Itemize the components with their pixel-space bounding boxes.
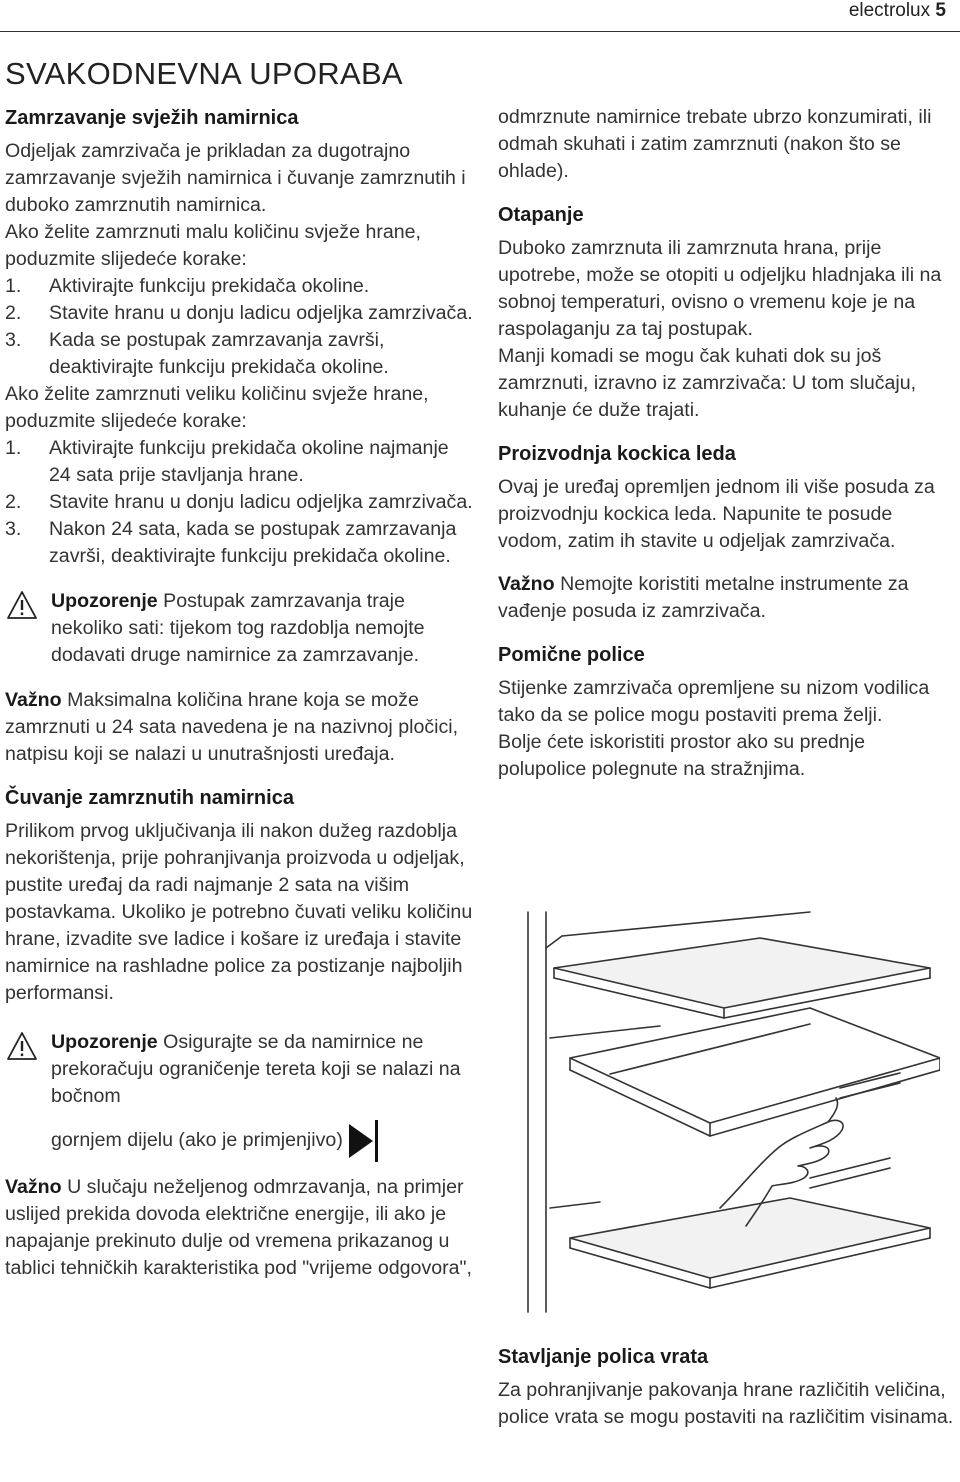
warning-label: Upozorenje [51, 590, 158, 612]
large-quantity-steps [5, 435, 475, 570]
right-column-bottom [498, 1343, 958, 1431]
small-quantity-steps [5, 273, 475, 381]
list-item: 2. Stavite hranu u donju ladicu odjeljka zamrzivača. [5, 491, 473, 513]
shelves-heading: Pomične police [498, 644, 645, 666]
freeze-important [5, 687, 475, 768]
list-item: 1. Aktivirajte funkciju prekidača okoline najmanje 24 sata prije stavljanja hrane. [5, 437, 449, 486]
shelves-paragraph-2: Bolje ćete iskoristiti prostor ako su prednje polupolice polegnute na stražnjima. [498, 731, 866, 780]
page-header [849, 0, 946, 22]
right-column [498, 104, 958, 783]
left-column [5, 104, 475, 1282]
list-item: 3. Kada se postupak zamrzavanja završi, deaktivirajte funkciju prekidača okoline. [5, 329, 389, 378]
list-item: 1. Aktivirajte funkciju prekidača okoline. [5, 275, 370, 297]
door-limit-icon [347, 1118, 381, 1164]
thaw-heading: Otapanje [498, 204, 584, 226]
page-number: 5 [935, 0, 946, 21]
freeze-warning [5, 588, 475, 669]
storage-warning [5, 1029, 475, 1164]
section-title: SVAKODNEVNA UPORABA [5, 56, 403, 91]
small-quantity-intro: Ako želite zamrznuti malu količinu svježe hrane, poduzmite slijedeće korake: [5, 221, 422, 270]
storage-text: Prilikom prvog uključivanja ili nakon dužeg razdoblja nekorištenja, prije pohranjivanja proizvoda u odjeljak, pustite uređaj da radi najmanje 2 sata na višim postavkama. Ukoliko je potrebno čuvati veliku količinu hrane, izvadite sve ladice i košare iz uređaja i stavite namirnice na rashladne police za postizanje najboljih performansi. [5, 820, 473, 1004]
ice-heading: Proizvodnja kockica leda [498, 443, 736, 465]
list-item: 2. Stavite hranu u donju ladicu odjeljka zamrzivača. [5, 302, 473, 324]
shelves-paragraph-1: Stijenke zamrzivača opremljene su nizom vodilica tako da se police mogu postaviti prema želji. [498, 677, 930, 726]
storage-heading: Čuvanje zamrznutih namirnica [5, 787, 294, 809]
warning-text: Postupak zamrzavanja traje nekoliko sati: tijekom tog razdoblja nemojte dodavati druge namirnice za zamrzavanje. [51, 590, 425, 666]
shelf-illustration [510, 908, 940, 1318]
important-text: U slučaju neželjenog odmrzavanja, na primjer uslijed prekida dovoda električne energije, ili ako je napajanje prekinuto dulje od vremena prikazanog u tablici tehničkih karakteristika pod "vrijeme odgovora", [5, 1176, 472, 1279]
continuation-text: odmrznute namirnice trebate ubrzo konzumirati, ili odmah skuhati i zatim zamrznuti (nakon što se ohlade). [498, 106, 932, 182]
large-quantity-intro: Ako želite zamrznuti veliku količinu svježe hrane, poduzmite slijedeće korake: [5, 383, 429, 432]
ice-important [498, 571, 958, 625]
important-label: Važno [5, 689, 62, 711]
warning-text-continued: gornjem dijelu (ako je primjenjivo) [51, 1129, 343, 1152]
door-shelves-text: Za pohranjivanje pakovanja hrane različitih veličina, police vrata se mogu postaviti na različitim visinama. [498, 1379, 954, 1428]
brand-name: electrolux [848, 0, 931, 21]
important-label: Važno [498, 573, 555, 595]
freeze-intro: Odjeljak zamrzivača je prikladan za dugotrajno zamrzavanje svježih namirnica i čuvanje zamrznutih i duboko zamrznutih namirnica. [5, 140, 466, 216]
important-text: Maksimalna količina hrane koja se može zamrznuti u 24 sata navedena je na nazivnoj pločici, natpisu koji se nalazi u unutrašnjosti uređaja. [5, 689, 459, 765]
warning-label: Upozorenje [51, 1031, 158, 1053]
important-label: Važno [5, 1176, 62, 1198]
list-item: 3. Nakon 24 sata, kada se postupak zamrzavanja završi, deaktivirajte funkciju prekidača okoline. [5, 518, 457, 567]
header-rule [0, 31, 960, 32]
door-shelves-heading: Stavljanje polica vrata [498, 1346, 709, 1368]
warning-triangle-icon [7, 590, 37, 620]
important-text: Nemojte koristiti metalne instrumente za vađenje posuda iz zamrzivača. [498, 573, 909, 622]
warning-text: Osigurajte se da namirnice ne prekoračuju ograničenje tereta koji se nalazi na bočnom [51, 1031, 461, 1107]
storage-important [5, 1174, 475, 1282]
thaw-paragraph-2: Manji komadi se mogu čak kuhati dok su još zamrznuti, izravno iz zamrzivača: U tom slučaju, kuhanje će duže trajati. [498, 345, 917, 421]
warning-triangle-icon [7, 1031, 37, 1061]
freeze-heading: Zamrzavanje svježih namirnica [5, 107, 299, 129]
thaw-paragraph-1: Duboko zamrznuta ili zamrznuta hrana, prije upotrebe, može se otopiti u odjeljku hladnjaka ili na sobnoj temperaturi, ovisno o vremenu koje je na raspolaganju za taj postupak. [498, 237, 942, 340]
ice-text: Ovaj je uređaj opremljen jednom ili više posuda za proizvodnju kockica leda. Napunite te posude vodom, zatim ih stavite u odjeljak zamrzivača. [498, 476, 935, 552]
